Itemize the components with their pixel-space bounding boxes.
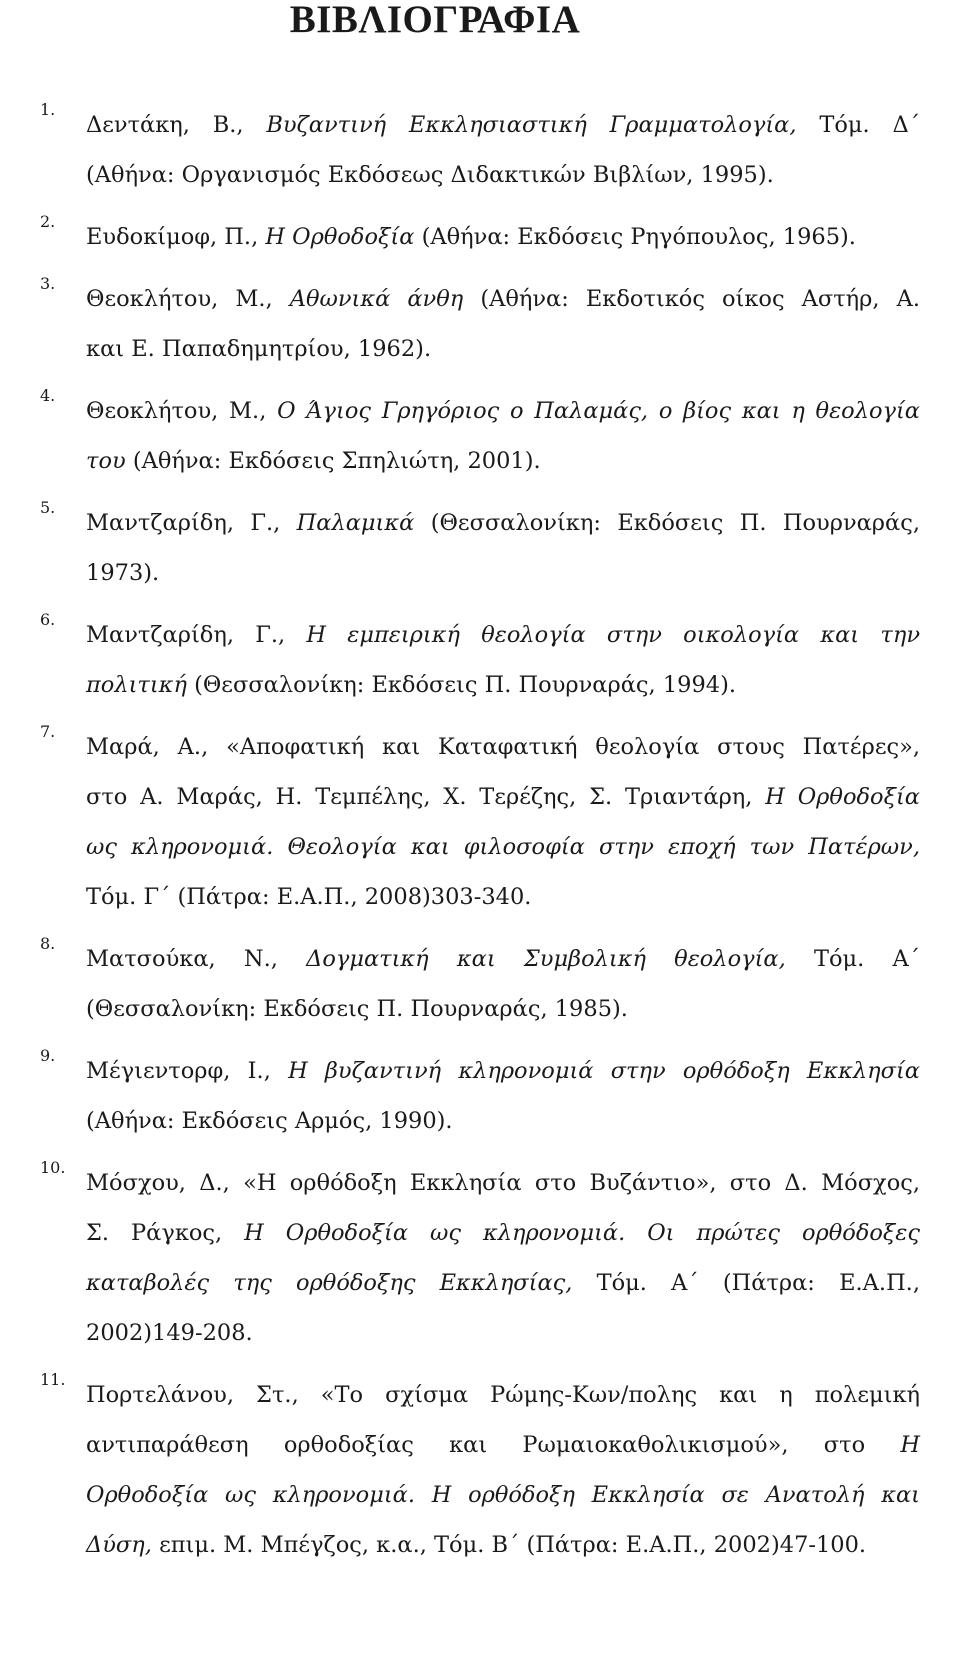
entry-number: 10. (40, 1158, 66, 1177)
text-segment: Δεντάκη, Β., (86, 112, 267, 138)
title-segment: ως κληρονομιά. Θεολογία και φιλοσοφία στην εποχή των Πατέρων, (86, 834, 920, 860)
entry-number: 11. (40, 1370, 66, 1389)
text-segment: Τόμ. Γ΄ (Πάτρα: Ε.Α.Π., 2008)303-340. (86, 884, 532, 910)
entry-line (86, 212, 920, 262)
entry-line (86, 274, 920, 324)
entry-line (86, 934, 920, 984)
entry-line (86, 1308, 920, 1358)
title-segment: του (86, 448, 126, 474)
text-segment: (Θεσσαλονίκη: Εκδόσεις Π. Πουρναράς, 1994). (186, 672, 737, 698)
entry-line (86, 872, 920, 922)
text-segment: (Αθήνα: Εκδοτικός οίκος Αστήρ, Α. (463, 286, 920, 312)
entry-line (86, 1258, 920, 1308)
text-segment: Μαντζαρίδη, Γ., (86, 622, 307, 648)
entry-number: 4. (40, 386, 56, 405)
text-segment: επιμ. Μ. Μπέγζος, κ.α., Τόμ. Β΄ (Πάτρα: Ε.Α.Π., 2002)47-100. (151, 1532, 867, 1558)
text-segment: (Θεσσαλονίκη: Εκδόσεις Π. Πουρναράς, 1985). (86, 996, 628, 1022)
title-segment: καταβολές της ορθόδοξης Εκκλησίας, (86, 1270, 573, 1296)
title-segment: Δογματική και Συμβολική θεολογία, (306, 946, 786, 972)
bibliography-entry (40, 100, 920, 200)
entry-line (86, 1370, 920, 1420)
text-segment: Μέγιεντορφ, Ι., (86, 1058, 289, 1084)
entry-line (86, 100, 920, 150)
entry-line (86, 722, 920, 772)
text-segment: αντιπαράθεση ορθοδοξίας και Ρωμαιοκαθολικισμού», στο (86, 1432, 901, 1458)
entry-line (86, 610, 920, 660)
entry-line (86, 386, 920, 436)
entry-number: 3. (40, 274, 56, 293)
entry-line (86, 984, 920, 1034)
entry-number: 5. (40, 498, 56, 517)
entry-number: 8. (40, 934, 56, 953)
text-segment: (Αθήνα: Εκδόσεις Αρμός, 1990). (86, 1108, 453, 1134)
title-segment: Παλαμικά (296, 510, 415, 536)
bibliography-entry (40, 1370, 920, 1570)
title-segment: Βυζαντινή Εκκλησιαστική Γραμματολογία, (266, 112, 797, 138)
text-segment: Θεοκλήτου, Μ., (86, 286, 290, 312)
text-segment: (Αθήνα: Εκδόσεις Σπηλιώτη, 2001). (125, 448, 541, 474)
title-segment: Η Ορθοδοξία (265, 224, 415, 250)
bibliography-entry (40, 1046, 920, 1146)
entry-line (86, 1520, 920, 1570)
title-segment: Ορθοδοξία ως κληρονομιά. Η ορθόδοξη Εκκλησία σε Ανατολή και (86, 1482, 920, 1508)
entry-line (86, 150, 920, 200)
entry-number: 2. (40, 212, 56, 231)
title-segment: Η Ορθοδοξία (765, 784, 920, 810)
entry-line (86, 498, 920, 548)
title-segment: Η βυζαντινή κληρονομιά στην ορθόδοξη Εκκλησία (288, 1058, 920, 1084)
bibliography-entry (40, 212, 920, 262)
text-segment: και Ε. Παπαδημητρίου, 1962). (86, 336, 432, 362)
text-segment: Τόμ. Α΄ (Πάτρα: Ε.Α.Π., (572, 1270, 920, 1296)
text-segment: Θεοκλήτου, Μ., (86, 398, 278, 424)
entry-number: 6. (40, 610, 56, 629)
entry-number: 1. (40, 100, 56, 119)
entry-number: 9. (40, 1046, 56, 1065)
page-title: ΒΙΒΛΙΟΓΡΑΦΙΑ (289, 0, 581, 41)
entry-line (86, 436, 920, 486)
text-segment: Τόμ. Α΄ (785, 946, 920, 972)
title-segment: Ο Άγιος Γρηγόριος ο Παλαμάς, ο βίος και η θεολογία (277, 398, 920, 424)
entry-line (86, 822, 920, 872)
text-segment: 2002)149-208. (86, 1320, 253, 1346)
text-segment: Πορτελάνου, Στ., «Το σχίσμα Ρώμης-Κων/πολης και η πολεμική (86, 1382, 920, 1408)
bibliography-entry (40, 274, 920, 374)
text-segment: (Αθήνα: Εκδόσεις Ρηγόπουλος, 1965). (414, 224, 856, 250)
bibliography-entry (40, 610, 920, 710)
text-segment: Ματσούκα, Ν., (86, 946, 307, 972)
text-segment: (Αθήνα: Οργανισμός Εκδόσεως Διδακτικών Βιβλίων, 1995). (86, 162, 774, 188)
text-segment: Σ. Ράγκος, (86, 1220, 245, 1246)
entry-line (86, 324, 920, 374)
bibliography-entry (40, 386, 920, 486)
text-segment: (Θεσσαλονίκη: Εκδόσεις Π. Πουρναράς, (414, 510, 920, 536)
text-segment: Ευδοκίμοφ, Π., (86, 224, 266, 250)
title-segment: Αθωνικά άνθη (289, 286, 464, 312)
entry-line (86, 660, 920, 710)
entry-line (86, 1046, 920, 1096)
text-segment: Μαντζαρίδη, Γ., (86, 510, 297, 536)
entry-number: 7. (40, 722, 56, 741)
entry-line (86, 1420, 920, 1470)
title-segment: πολιτική (86, 672, 187, 698)
entry-line (86, 1470, 920, 1520)
text-segment: 1973). (86, 560, 160, 586)
bibliography-entry (40, 934, 920, 1034)
text-segment: Μόσχου, Δ., «Η ορθόδοξη Εκκλησία στο Βυζάντιο», στο Δ. Μόσχος, (86, 1170, 920, 1196)
title-segment: Η εμπειρική θεολογία στην οικολογία και την (306, 622, 920, 648)
entry-line (86, 1096, 920, 1146)
bibliography-entry (40, 722, 920, 922)
title-segment: Η (900, 1432, 920, 1458)
text-segment: Τόμ. Δ΄ (796, 112, 920, 138)
entry-line (86, 1208, 920, 1258)
title-segment: Η Ορθοδοξία ως κληρονομιά. Οι πρώτες ορθόδοξες (244, 1220, 920, 1246)
text-segment: Μαρά, Α., «Αποφατική και Καταφατική θεολογία στους Πατέρες», (86, 734, 920, 760)
bibliography-entry (40, 498, 920, 598)
entry-line (86, 772, 920, 822)
entry-line (86, 1158, 920, 1208)
title-segment: Δύση, (86, 1532, 152, 1558)
text-segment: στο Α. Μαράς, Η. Τεμπέλης, Χ. Τερέζης, Σ. Τριαντάρη, (86, 784, 766, 810)
bibliography-list (40, 100, 920, 1570)
bibliography-entry (40, 1158, 920, 1358)
entry-line (86, 548, 920, 598)
